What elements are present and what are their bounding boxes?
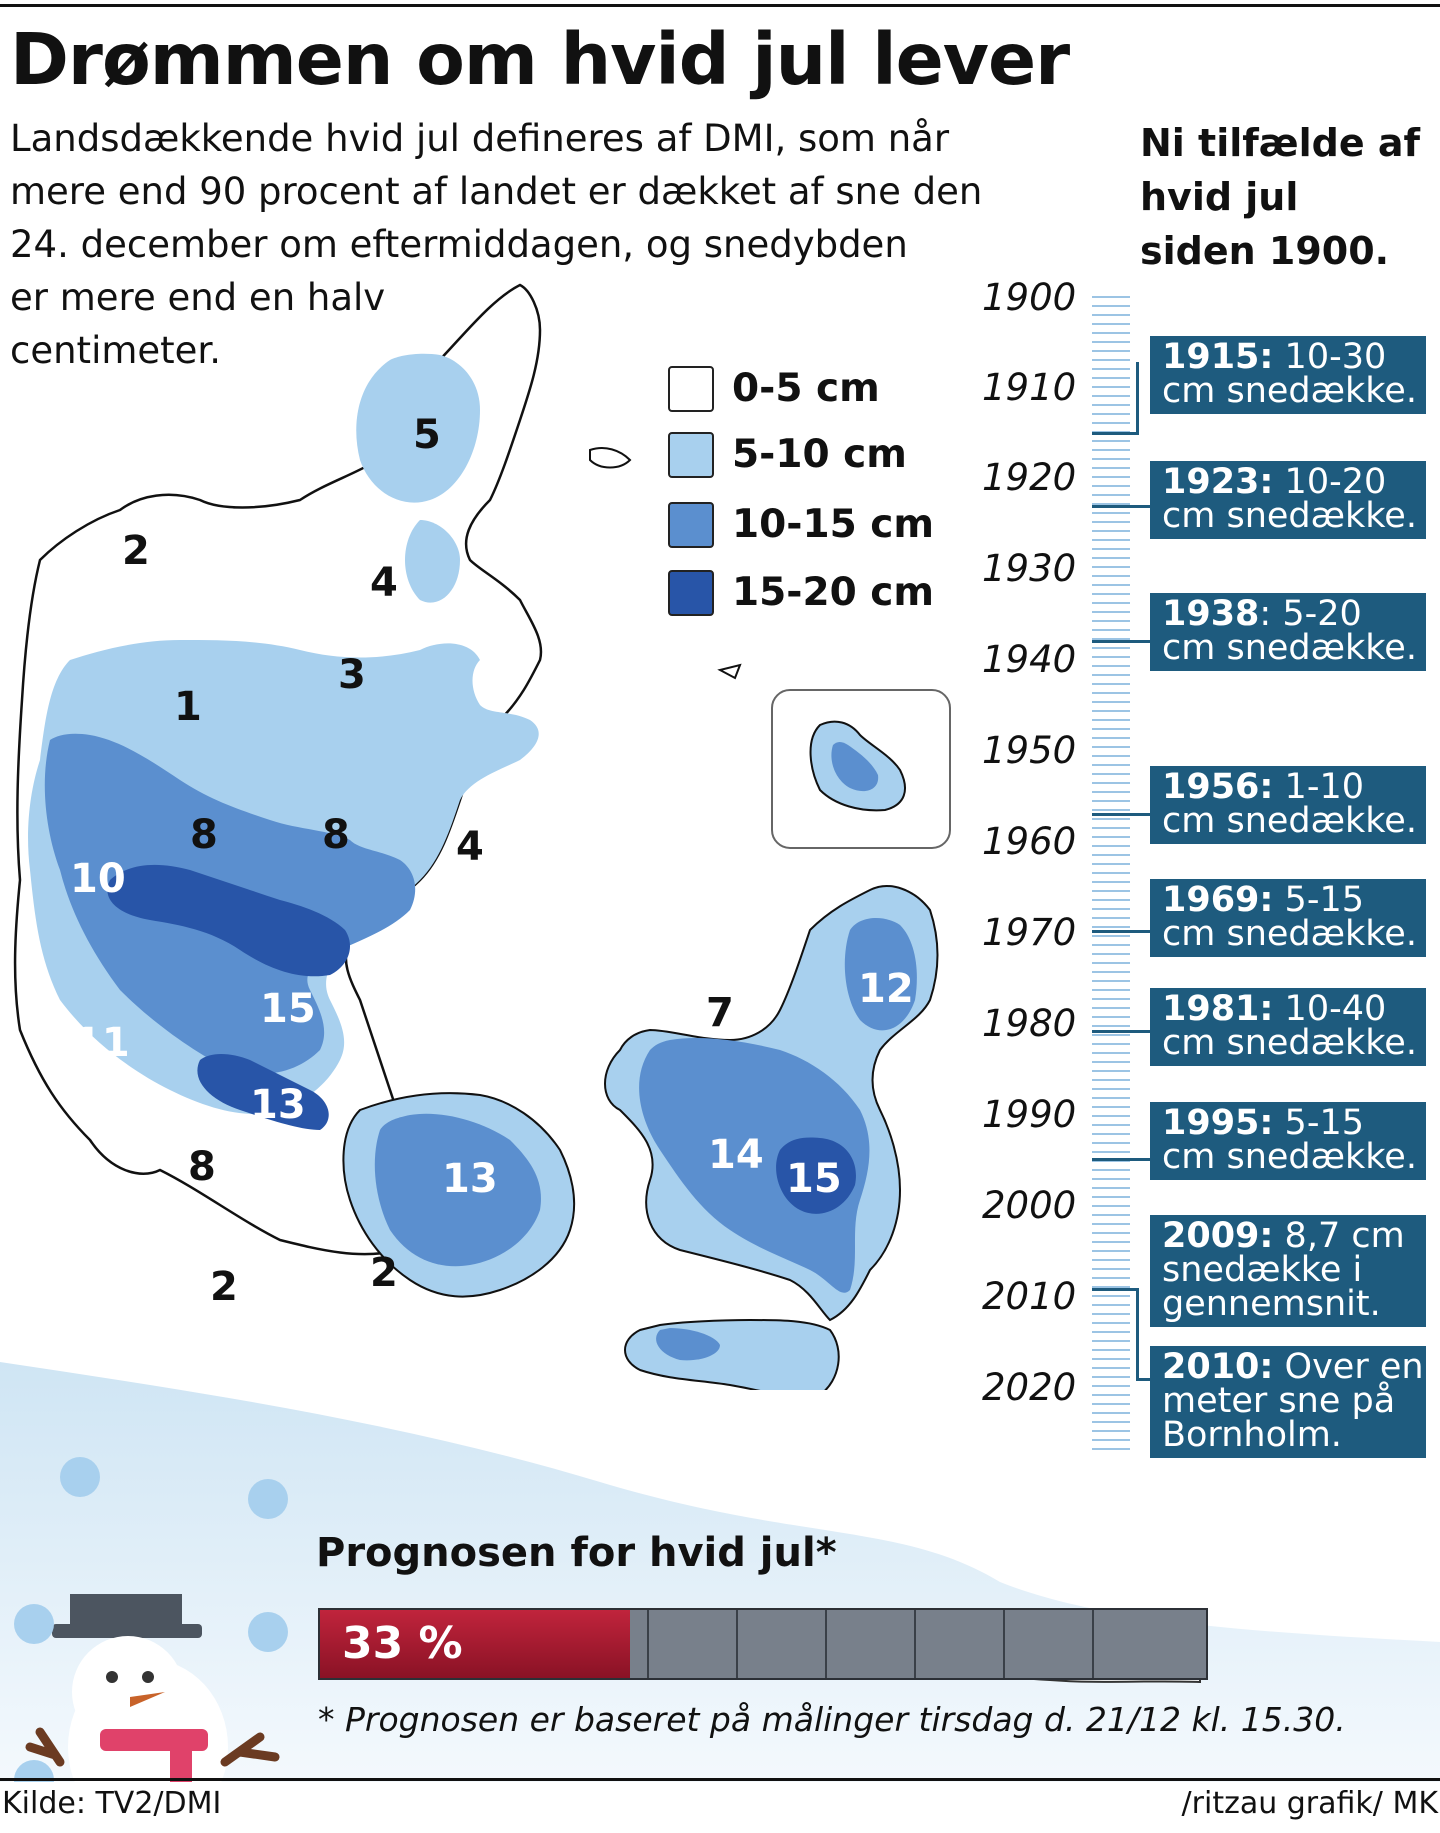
timeline-title	[1140, 116, 1420, 278]
legend-label: 0-5 cm	[732, 366, 880, 411]
event-connector	[1136, 362, 1139, 435]
map-value: 1	[174, 684, 202, 730]
year-label: 1930	[982, 547, 1077, 590]
map-value: 2	[210, 1264, 238, 1310]
small-island	[720, 665, 740, 678]
intro-line: 24. december om eftermiddagen, og snedybden	[10, 223, 908, 266]
map-value: 15	[786, 1156, 842, 1202]
event-connector	[1092, 1158, 1150, 1161]
event-connector	[1092, 505, 1150, 508]
timeline-event: 1938: 5-20 cm snedække.	[1150, 593, 1426, 671]
intro-line: er mere end en halv	[10, 276, 386, 319]
map-value: 8	[322, 812, 350, 858]
year-label: 1920	[982, 456, 1077, 499]
timeline-event: 1956: 1-10 cm snedække.	[1150, 766, 1426, 844]
year-label: 1980	[982, 1002, 1077, 1045]
forecast-note: * Prognosen er baseret på målinger tirsdag d. 21/12 kl. 15.30.	[318, 1700, 1346, 1739]
year-label: 2020	[982, 1366, 1077, 1409]
event-connector	[1092, 1288, 1138, 1291]
intro-line: centimeter.	[10, 329, 221, 372]
bar-segment	[825, 1610, 827, 1678]
year-label: 1940	[982, 638, 1077, 681]
page-title: Drømmen om hvid jul lever	[10, 18, 1070, 101]
timeline-title-line: siden 1900.	[1140, 229, 1390, 273]
map-value: 5	[413, 412, 441, 458]
timeline-event: 1981: 10-40 cm snedække.	[1150, 988, 1426, 1066]
timeline-title-line: Ni tilfælde af	[1140, 121, 1421, 165]
forecast-percent: 33 %	[342, 1618, 463, 1669]
map-value: 12	[858, 966, 914, 1012]
bar-segment	[914, 1610, 916, 1678]
event-connector	[1092, 432, 1138, 435]
timeline-ruler	[1092, 296, 1130, 1456]
event-connector	[1092, 930, 1150, 933]
map-value: 14	[708, 1132, 764, 1178]
legend-swatch-0-5	[668, 366, 714, 412]
year-label: 1990	[982, 1093, 1077, 1136]
event-connector	[1092, 1030, 1150, 1033]
legend-label: 5-10 cm	[732, 432, 907, 477]
top-rule	[0, 4, 1440, 7]
map-value: 3	[338, 652, 366, 698]
bar-segment	[1003, 1610, 1005, 1678]
credit-label: /ritzau grafik/ MK	[1181, 1786, 1438, 1821]
bar-segment	[647, 1610, 649, 1678]
timeline-event: 1969: 5-15 cm snedække.	[1150, 879, 1426, 957]
year-label: 1970	[982, 911, 1077, 954]
event-connector	[1092, 813, 1150, 816]
bar-segment	[736, 1610, 738, 1678]
timeline-event: 2009: 8,7 cm snedække i gennemsnit.	[1150, 1215, 1426, 1327]
map-value: 15	[260, 986, 316, 1032]
legend-label: 10-15 cm	[732, 502, 935, 547]
small-island	[590, 448, 630, 467]
map-value: 11	[74, 1020, 130, 1066]
map-value: 4	[456, 824, 484, 870]
intro-line: Landsdækkende hvid jul defineres af DMI, som når	[10, 117, 950, 160]
map-value: 13	[250, 1082, 306, 1128]
legend-label: 15-20 cm	[732, 570, 935, 615]
map-value: 2	[122, 528, 150, 574]
map-value: 4	[370, 560, 398, 606]
source-label: Kilde: TV2/DMI	[2, 1786, 222, 1821]
timeline-event: 2010: Over en meter sne på Bornholm.	[1150, 1346, 1426, 1458]
forecast-title: Prognosen for hvid jul*	[316, 1530, 837, 1576]
timeline-event: 1923: 10-20 cm snedække.	[1150, 461, 1426, 539]
map-value: 2	[370, 1250, 398, 1296]
map-value: 8	[190, 812, 218, 858]
year-label: 2010	[982, 1275, 1077, 1318]
bottom-rule	[0, 1778, 1440, 1781]
year-label: 1960	[982, 820, 1077, 863]
legend-swatch-10-15	[668, 502, 714, 548]
timeline-title-line: hvid jul	[1140, 175, 1299, 219]
legend-swatch-15-20	[668, 570, 714, 616]
year-label: 1910	[982, 366, 1077, 409]
intro-line: mere end 90 procent af landet er dækket af sne den	[10, 170, 983, 213]
timeline-event: 1995: 5-15 cm snedække.	[1150, 1102, 1426, 1180]
forecast-bar	[318, 1608, 1208, 1680]
event-connector	[1092, 640, 1150, 643]
map-value: 10	[70, 856, 126, 902]
legend-swatch-5-10	[668, 432, 714, 478]
map-value: 8	[188, 1144, 216, 1190]
map-value: 13	[442, 1156, 498, 1202]
year-label: 1900	[982, 276, 1077, 319]
bar-segment	[1092, 1610, 1094, 1678]
timeline-event: 1915: 10-30 cm snedække.	[1150, 336, 1426, 414]
map-value: 7	[706, 990, 734, 1036]
year-label: 2000	[982, 1184, 1077, 1227]
year-label: 1950	[982, 729, 1077, 772]
